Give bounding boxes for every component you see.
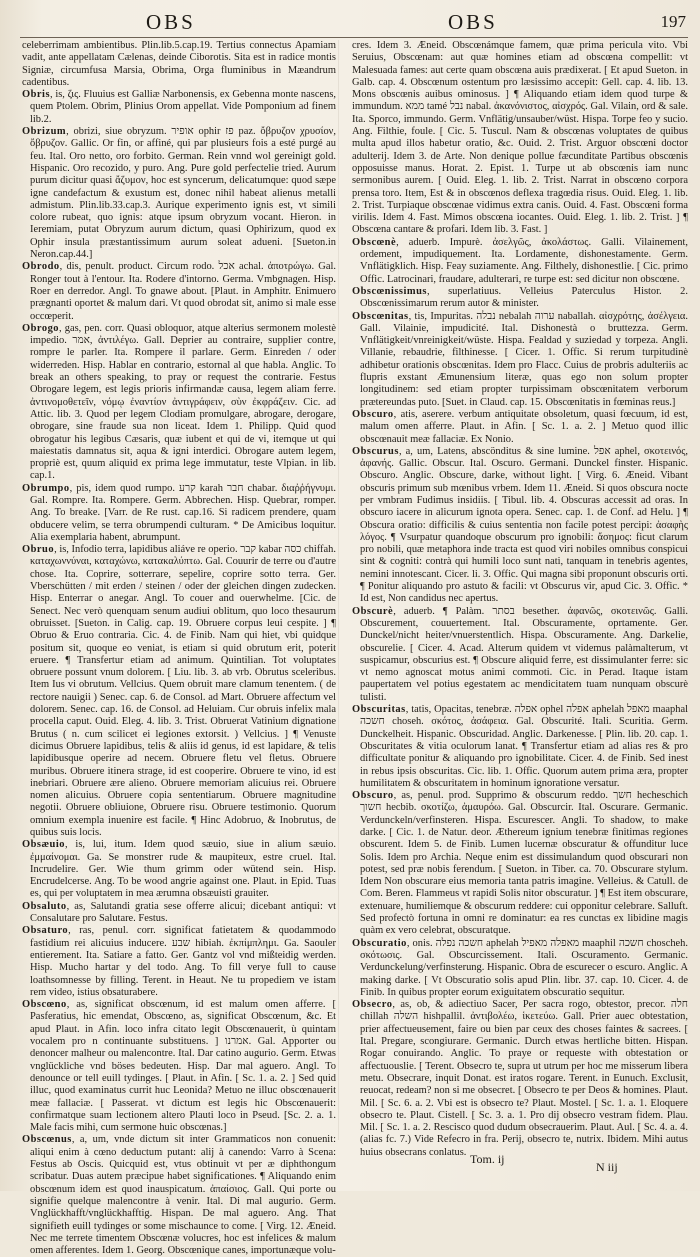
entry-text: , pis, idem quod rumpo. קרע karah חבר chabar. διαῤῥήγνυμι. Gal. Rompre. Ita. Rompere. Germ. Abbrechen. Hisp. Quebrar, romper. Ang. To breake. [Varr. de Re rust. cap.16. Si radicem prendere, quam obducere velim, se terra obrumpendi culturam. * De Amicibus loquitur. Alia exemplaria habent, abrumpunt.: [30, 482, 336, 543]
entry-headword: Obsaturo: [22, 925, 69, 937]
entry-text: , is, Infodio terra, lapidibus aliáve re operio. קבר kabar כסה chiffah. καταχωννύναι, καταχώνω, κατακαλύπτω. Gal. Couurir de terre ou d'autre chose. Ita. Coprire, sotterrare, sepelire, coprire sotto terra. Ger. Vberschütten / mit erden / steinen / oder der gleichen dingen zudecken. Hisp. Enterrar o anegar. Angl. To couer and ouerwhelme. [Cic. de Senect. Nec verò quenquam senum audiui oblitum, quo loco thesaurum obruisset. [Sueton. in Calig. cap. 19. Obruere corpus leui cespite. ] ¶ Obruo & Eruo contraria. Cic. 4. de Finib. Nam qui hiet, vbi quidque positum sit, quoque eo veniat, is etiam si quid obrutum erit, poterit eruere. ¶ Transfertur etiam ad animum. Quintilian. Tot voluptates obruere possunt vnum dolorem. [ Liu. lib. 3. ab vrb. Obrutus sceleribus. Item Ius vi obrutum. Vellcius. Quem obruit mare clamum tenentem. ( de rectore nauigii ) Senec. cap. 6. de Consol. ad Mart. Obruere affectum vel dolorem. Senec. cap. 16. de Consol. ad Heluiam. Cur obruis infelix mala procella caput. Ouid. Eleg. 4. lib. 3. Trist. Obruerat Vatinium dignatione Brutus ( n. cum scilicet ei legiones extorsit. ) Vellcius. ] ¶ Venuste dicimus Obruere lapidibus, telis & aliis id genus, id est lapidare, & telis lapidibusque operire ad necem. Obruere fletu vel fletus. Obruere muribus. Obruere itinera strage, id est cooperire. Obruere te vino, id est inebriari. Obruere ære alieno. Obruere memoriam alicuius rei. Obruere nomen alicuius. Obruere copia sententiarum. Obruere magnitudine negotii. Obruere obliuione, Obruere risu. Obruere testimonio. Quorum omnium exempla inuenire est facile. ¶ Hinc Adobruo, & Inobrutus, de quibus suis locis.: [30, 544, 336, 838]
entry-text: , a, um, Latens, abscönditus & sine lumine. אפל aphel, σκοτεινός, ἀφανής. Gallic. Obscur. Ital. Oscuro. Germani. Dunckel finster. Hispanic. Obscuro. Anglic. Obscure, darke, without light. [ Virg. 6. Æneid. Vibant obscuris primum sub mœnibus vrbem. Idem 11. Æneid. Si quos obscura nocte per vmbram Fudimus insidiis. [ Tibul. lib. 4. Obscuras accessit ad oras. In obscuro iacere in alicurum ignota opera. Senec. cap. 1. de Conf. ad Helu. ] ¶ Obscura oratio: difficilis & cuius sententia non facile potest percipi: ἀσαφὴς λόγος. ¶ Vsurpatur quandoque obscurum pro ignobili: ἄσημος: ficut clarum pro nobili, quæ metaphora inde tracta est quod viri nobiles omnibus conspicui sint & cogniti: contrà qui humili loco sunt nati, tanquam in tenebris agentes, nemini innotescant. Cicer. li. 3. Offic. Qui magna sibi proponunt obscuris orti. ¶ Ponitur aliquando pro astuto & facili: vt Obscurus vir, apud Cic. 3. Offic. * Id est, Non candidus nec apertus.: [360, 445, 688, 605]
page-number: 197: [660, 12, 686, 31]
entry-headword: Obscœnus: [22, 1134, 72, 1146]
entry-headword: Obscuro: [352, 790, 394, 802]
entry-text: , tis, Impuritas. נבלה nebalah ערוה naballah. αἰσχρότης, ἀσέλγεια. Gall. Vilainie, impudicité. Ital. Dishonestà o bruttezza. Germ. Vnflätigkeit/vnreinigkeit/wüste. Hispa. Fealdad y suziedad y torpeza. Angli. Villanie, rebaudrie, filthinesse. [ Cicer. 1. Offic. Si rerum turpitudinè adhibetur orationis obscœnitas. Idem pro Flacc. Cuius de probris adulteriis ac flupris exstant Æmunensium literæ, quas ego non solum propter longitudinem: sed etiam propter turpissimam obscœnitatem verborum prætereundas puto. [Suet. in Claud. cap. 15. Obscœnitatis in fœminas reus.]: [360, 310, 688, 408]
entry-headword: Obrogo: [22, 322, 60, 334]
entry-text: , obrizi, siue obryzum. אופיר ophir פז paz. ὄβρυζον χρυσίον, ὄβρυζον. Gallic. Or fin, or affiné, qui par plusieurs fois a esté purgé au feu. Ital. Oro netto, oro forbito. German. Rein vnnd wol gereinigt gold. Hispanic. Oro recozido, y puro. Ang. Pure gold perfectelie tried. Aurum purum dicitur quasi ἄζυμον, hoc est syncerum, delicatumque: quod sæpe igne candefactum & exustum est, donec nihil habeat alienus metalli admistum. Plin.lib.33.cap.3. Aurique experimento ignis est, vt simili colore rubeat, quo ignis: atque ipsum obryzum vocant. Hieron. in Ieremiam, putat Obryzum aurum dictum, quasi Ophirizum, quod ex Ophir insula præstantissimum aurum soleat adueni. [Sueton.in Neron.cap.44.]: [30, 126, 336, 261]
dictionary-entry: [22, 839, 336, 900]
dictionary-entry: [22, 261, 336, 322]
header-right-guideword: OBS: [448, 10, 498, 34]
entry-text: , tatis, Opacitas, tenebræ. אפלה ophel אפלה aphelah מאפל maaphal חשכה choseh. σκότος, ἀσάφεια. Gal. Obscurité. Itali. Scuritia. Germ. Dunckelheit. Hispanic. Obscuridad. Anglic. Darkenesse. [ Plin. lib. 20. cap. 1. Obscuritates & vitia oculorum lanat. ¶ Transfertur etiam ad alias res & pro difficultate ponitur & aliquando pro ignobilitate. Cicer. 4. de Finib. Sed inest in rebus ipsis obscuritas. Cic. lib. 1. Offic. Quorum autem prima æra, propter humilitatem & obscuritatem in hominum ignoratione versatur.: [360, 704, 688, 789]
volume-label: Tom. ij: [470, 1152, 505, 1166]
dictionary-entry: [22, 323, 336, 483]
entry-headword: Obsaluto: [22, 900, 67, 912]
dictionary-entry: [22, 901, 336, 926]
entry-headword: Obscœnitas: [352, 310, 409, 322]
entry-text: , onis. חשכה נפלה aphelah מאפלה מאפיל maaphil חשכה choscheh. σκότωσις. Gal. Obscurcissement. Itali. Oscuramento. Germanic. Verdunckelung/verfinsterung. Hispanic. Obra de escurecer o escuro. Anglic. A making darke. [ Vt Obscuratio solis apud Plin. libr. 37. cap. 10. Cicer. 4. de Finib. In quibus propter eorum exiguitatem obscuratio sequitur.: [360, 937, 689, 998]
entry-headword: Obscuritas: [352, 704, 406, 716]
dictionary-entry: [22, 40, 336, 89]
entry-text: , as, penul. prod. Supprimo & obscurum reddo. חשך hecheschich חשוך hecbib. σκοτίζω, ἀμαυρόω. Gal. Obscurcir. Ital. Oscurare. Germanic. Verdunckeln/verfinsteren. Hispa. Escurescer. Angli. To shadow, to make darke. [ Cic. 1. de Natur. deor. Æthereum ignium tenebræ finitimas regiones obscurent. Idem 5. de Finib. Lumen lucernæ obscuratur & offunditur luce Solis. Idem pro Archia. Neque enim est dissimulandum quod obscurari non potest, sed præ nobis ferendum. [ Sueton. in Tiber. ca. 70. Obscurare stylum. Idem Non obscurare eius memoria tanta patris imagine. Velleius. & Catull. de Com. Beren. Flammeus vt rapidi Solis nitor obscuratur. ] ¶ Est item obscurare, extenuare, humiliemque & obscurum reddere: cui opponitur celebrare. Salluft. Sed profectò fortuna in omni re dominatur: ea res cunctas ex libidine magis quàm ex vero celebrat, obscuratque.: [360, 790, 688, 937]
entry-headword: Obsæuio: [22, 839, 65, 851]
entry-text: cres. Idem 3. Æneid. Obscœnámque famem, quæ prima pericula vito. Vbi Seruius, Obscœnam: aut quæ homines etiam ad obscœna compellit: vt Malesuada fames: aut certe quam obscœna auis prædixerat. [ Et apud Sueton. in Galb. cap. 4. Obscœnum ostentum pro læsissimo accepit: Gell. cap. 4. lib. 13. Mons obscœnis auibus ominosus. ] ¶ Aliquando etiam idem quod turpe & immundum. ממא tamé נבל nabal. ἀκανόνιστος, αἰσχρός. Gal. Vilain, ord & sale. Ita. Sporco, immundo. Germ. Vnflätig/unsauber/wüst. Hispa. Torpe feo y sucio. Ang. Filthie, foule. [ Cic. 5. Tuscul. Nam & obscœnas voluptates de quibus multa apud illos habetur oratio, &c. Ouid. 2. Trist. Arguor obscœni doctor adulterij. Idem 3. de Arte. Non denique pollue fæcunditate Partibus obscœnis opposuisse manus. Horat. 2. Epist. 1. Turpe ut ab obscœnis iam nunc sermonibus aurem. [ Ouid. Eleg. 1. lib. 2. Trist. Narrat in obscœno corpora prensa toro. Item, Est & in obscœnos deflexa tragœdia risus. Ouid. Eleg. 1. lib. 2. Trist. Turpiaque obscœnae vidimus extra canis. Ouid. 4. Fast. Obscœni forma virilis. Idem 4. Fast. Mimos obscœna iocantes. Ouid. Eleg. 1. lib. 2. Trist. ] ¶ Obscœna cantare & profari. Idem lib. 3. Fast. ]: [352, 40, 688, 236]
header-rule: [20, 37, 688, 38]
entry-text: , as, significat obscœnum, id est malum omen afferre. [ Pasferatius, hic emendat, Obscœno, as, significat Obscœnum, &c. Et apud Plaut. in Afin. loco infra citato legit Obscœnauerit, ù quintam vocalem pro n continuante substituens. ] אמרנו. Gal. Apporter ou denoncer malheur ou malencontre. Ital. Dar catino augurio. Germ. Etwas vnglückliche vnd böses bedeuten. Hisp. Dar mal aguero. Angl. To denounce or tell euill tydinges. [ Plaut. in Afin. [ Sc. 1. a. 2. ] Sed quid illuc, quod examinatus currit huc Leonida? Metuo ne illuc obscœnauerit meæ fallaciæ. [ Passerat. vt dictum est legis hic Obscœnauerit: confirmatque suam lectionem altero Plauti loco in Pseud. [Sc. 2. a. 1. Male facis mihi, cum sermone huic obscœnas.]: [30, 999, 337, 1134]
entry-text: , atis, aserere. verbum antiquitate obsoletum, quasi fœcuum, id est, malum omen afferre. Plaut. in Afin. [ Sc. 1. a. 2. ] Metuo quod illic obscœnauit meæ fallaciæ. Ex Nonio.: [360, 408, 688, 445]
entry-headword: Obscuro: [352, 408, 394, 420]
entry-headword: Obsecro: [352, 999, 393, 1011]
entry-text: , aduerb. Impurè. ἀσελγῶς, ἀκολάστως. Galli. Vilainement, ordement, impudiquement. Ita. Lordamente, dishonestamente. Germ. Vnflätigklich. Hisp. Feay suziamente. Ang. Filthely, dishonestlie. [ Cic. primo Offic. Latrocinari, fraudare, adulterari, re turpe est: sed dicitur non obscœne.: [360, 236, 688, 285]
dictionary-entry: [352, 790, 688, 938]
entry-headword: Obruo: [22, 544, 55, 556]
entry-text: celeberrimam ambientibus. Plin.lib.5.cap.19. Tertius connectus Apamiam vadit, ante appellatam Cælenas, deinde Ciborotis. Sita est in radice montis Signiæ, circumfusa Marsia, Obrima, Orga fluminibus in Mæandrum cadentibus.: [22, 40, 336, 88]
dictionary-entry: [352, 311, 688, 409]
entry-text: , superlatiuus. Velleius Paterculus Histor. 2. Obscœnissimarum rerum autor & minister.: [360, 285, 688, 310]
entry-headword: Obscurus: [352, 445, 399, 457]
header-left-guideword: OBS: [146, 10, 196, 34]
dictionary-entry: [352, 286, 688, 311]
dictionary-entry: [22, 89, 336, 126]
entry-headword: Obris: [22, 89, 51, 101]
running-header: [0, 10, 700, 36]
column-gutter: [338, 40, 353, 1140]
dictionary-entry: [352, 40, 688, 237]
entry-headword: Obscœnè: [352, 236, 397, 248]
dictionary-entry: [22, 999, 336, 1134]
dictionary-entry: [22, 483, 336, 544]
left-column: [22, 40, 337, 1257]
entry-headword: Obscurè: [352, 605, 394, 617]
signature-mark: N iij: [596, 1160, 618, 1174]
dictionary-entry: [22, 925, 336, 999]
entry-text: , as, ob, & adiectiuo Sacer, Per sacra rogo, obtestor, precor. חלה chillah השלה hishpallil. ἀντιβολέω, ἱκετεύω. Gall. Prier auec obtestation, prier affectueusement, faire ou bien par ceux des choses faintes & sacrees. [ Ital. Pregare, scongiurare. Germanic. Durch etwas hertliche bitten. Hispan. Rogar conuirando. Anglic. To praye or requeste with obtestation or affectuouslie. [ Terent. Obsecro te, supra ut utrum per hoc me misserum libera metu. Obsecrare, inquit Donat. est iratos rogare. Terent. in Eunuch. Exclusit, reuocat, redeam? non si me obsecret. [ Obsecro te per Deos & homines. Plaut. Mil. [ Sc. 6. a. 2. Vbi est is obsecro te? Plaut. Mostel. [ Sc. 1. a. 1. Eloquere obsecro te. Plaut. Cistell. [ Sc. 3. a. 1. Pro dij obsecro vestram fidem. Plau. Mil. [ Sc. 1. a. 2. Rescisco quod dudum obsecrauerim. Plaut. Aul. [ Sc. 4. a. 4. (alias fc. 7.) Vide Refecro in fra. Perij, obsecro te, nutrix. Ibidem. Mihi autus huius obsecrans conlatus.: [360, 999, 688, 1158]
right-column: [352, 40, 689, 1158]
entry-text: , a, um, vnde dictum sit inter Grammaticos non conuenit: aliqui enim à cœno deductum putant: alij à canendo: Varro à Scena: Festus ab Oscis. Quicquid est, vtus obtinuit vt per æ diphthongum scribatur. Duas autem præcipue habet significationes. ¶ Aliquando enim obscœnum idem est quod inauspicatum. ἀπαίσιος. Gall. Qui porte ou signifie quelque malencontre à venir. Ital. Di mal augurio. Germ. Vnglückhafft/vnglückhafftig. Hispan. De mal aguero. Ang. That signifieth euill tydinges or some mischaunce to come. [ Virg. 12. Æneid. Nec me terrete timentem Obscœnæ volucres, hoc est infelices & malum omen afferentes. Idem 1. Georg. Obscœnique canes, importunæque volu-: [30, 1134, 336, 1257]
entry-headword: Obrizum: [22, 126, 67, 138]
entry-headword: Obscœnissimus: [352, 285, 427, 297]
entry-headword: Obrumpo: [22, 482, 70, 494]
entry-headword: Obscœno: [22, 999, 67, 1011]
dictionary-entry: [352, 237, 688, 286]
entry-text: , as, Salutandi gratia sese offerre alicui; dicebant antiqui: vt Consalutare pro Salutare. Festus.: [30, 900, 336, 925]
dictionary-entry: [352, 999, 688, 1159]
entry-text: , is, lui, itum. Idem quod sæuio, siue in alium sæuio. ἐμμαίνομαι. Ga. Se monstrer rude & maupiteux, estre cruel. Ital. Incrudelire. Ger. Wie thum grimm oder wütend sein. Hisp. Encrudelcerse. Ang. To be wood angrie against one. Plaut. in Epid. Tuas es, qui per voluptatem in mea ærumna obsæuisti grauiter.: [30, 839, 336, 900]
dictionary-entry: [22, 126, 336, 261]
dictionary-entry: [22, 544, 336, 839]
entry-text: , ras, penul. corr. significat fatietatem & quodammodo fastidium rei alicuius inducere. שבע hibiah. ἐκπίμπλημι. Ga. Saouler entierement. Ita. Satiare a fatto. Ger. Gantz vol vnd mißteidig werden. Hisp. Mucho hartar y del todo. Ang. To fill verye full to cause loathsomnesse by filling. Terent. in Heaut. Ne tu propediem ve istam rem video, istius obsaturabere.: [30, 925, 336, 998]
entry-headword: Obrodo: [22, 261, 60, 273]
entry-text: , is, ζις. Fluuius est Galliæ Narbonensis, ex Gebenna monte nascens, quem Ptolem. Obrim, Plinius Orom appellat. Vide Pomponium ad finem lib.2.: [30, 89, 336, 125]
entry-text: , dis, penult. product. Circum rodo. אכל achal. ἀποτρώγω. Gal. Ronger tout à l'entour. Ita. Rodere d'intorno. Germa. Vmbgnagen. Hisp. Roer en derredor. Angl. To gnawe about. [Plaut. in Amphitr. Enimuero prægnanti oportet & malum dari. Vt quod obrodat sit, animo si male esse occœperit.: [30, 261, 336, 322]
entry-text: , gas, pen. corr. Quasi obloquor, atque alterius sermonem molestè impedio. אמר, ἀντιλέγω. Gall. Deprier au contraire, supplier contre, rompre le parler. Ita. Rompere il parlare. Germ. Einreden / oder widerreden. Hisp. Hablar en contrario, estornal al que habla. Anglic. To break an others speaking, to pray or request the contrarie. Festus Obrogare legem, est legis prioris infirmandæ causa, legem aliam ferre. ἀντινομοθετεῖν, νόμῳ ἐναντίον ἀντιγράφειν, σὺν ἐκφράζειν. Cic. ad Attic. lib. 3. Quod per legem Clodiam promulgare, abrogare, derogare, obrogare, sine fraude sua non liceat. Idem 1. Philipp. Quid quod obrogatur his legibus Cæsaris, quæ iubent et qui de vi, itemque ut qui maiestatis damnatus sit, aqua & igni interdici. Obrogare autem legem, propriè est, quum aliquid ex prima lege immutatur, teste Vlpian. in lib. cap.1.: [30, 322, 336, 482]
entry-text: , aduerb. ¶ Palàm. בסתר besether. ἀφανῶς, σκοτεινῶς. Galli. Obscurement, couuertement. Ital. Obscuramente, oprtamente. Ger. Dunckel/nicht heiter/vnuerstentlich. Hispa. Obscuramente. Ang. Darkelie, obscurelie. [ Cicer. 4. Acad. Alterum quidem vt videmus palàmalterum, vt suspicamur, obscurius est. ¶ Obscure aliquid ferre, est dissimulanter ferre: sic vt nemo agnoscat motus animi commoti. Cic. in Perad. Itaque istam paupertatem vel potius egestatem ac mendicitatem tuam nunquam obscurè tulisti.: [360, 605, 689, 703]
dictionary-entry: [352, 409, 688, 446]
entry-headword: Obscuratio: [352, 937, 407, 949]
dictionary-entry: [352, 704, 688, 790]
page-footer: [0, 1152, 700, 1182]
dictionary-entry: [352, 606, 688, 704]
dictionary-entry: [352, 938, 688, 999]
dictionary-entry: [352, 446, 688, 606]
